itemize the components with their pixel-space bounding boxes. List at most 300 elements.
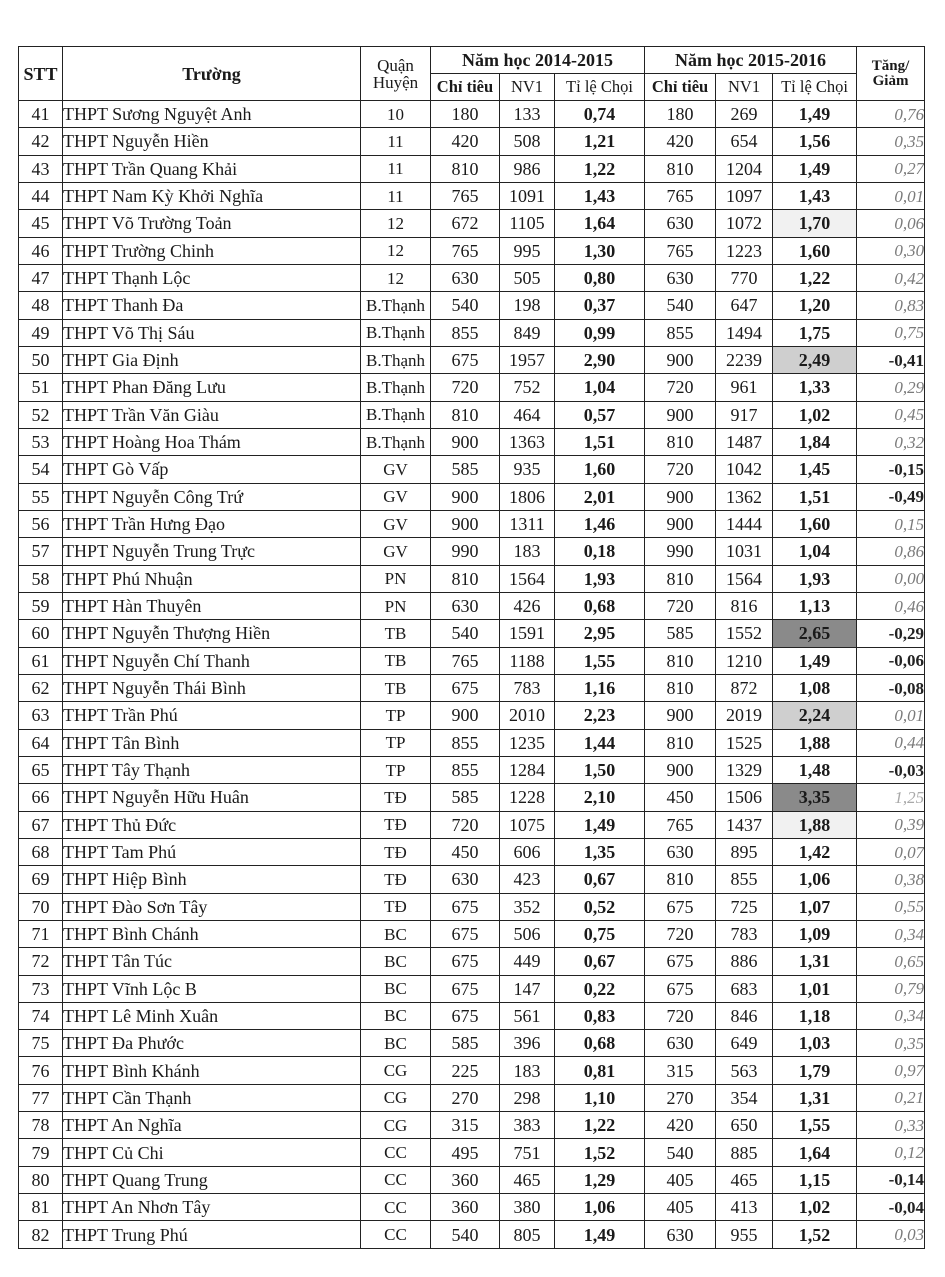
change-cell: 0,07 <box>857 838 925 865</box>
quota-2014-cell: 810 <box>431 565 500 592</box>
stt-cell: 51 <box>19 374 63 401</box>
school-name-cell: THPT Tây Thạnh <box>63 756 361 783</box>
quota-2015-cell: 810 <box>645 565 716 592</box>
district-cell: B.Thạnh <box>361 346 431 373</box>
school-name-cell: THPT An Nghĩa <box>63 1112 361 1139</box>
nv1-2014-cell: 352 <box>500 893 555 920</box>
nv1-2015-cell: 1564 <box>716 565 773 592</box>
stt-cell: 72 <box>19 948 63 975</box>
nv1-2014-cell: 449 <box>500 948 555 975</box>
ratio-2014-cell: 1,50 <box>555 756 645 783</box>
ratio-2015-cell: 1,45 <box>773 456 857 483</box>
district-cell: PN <box>361 592 431 619</box>
school-name-cell: THPT Cần Thạnh <box>63 1084 361 1111</box>
nv1-2014-cell: 183 <box>500 538 555 565</box>
table-row <box>19 1002 925 1029</box>
quota-2014-cell: 855 <box>431 756 500 783</box>
ratio-2014-cell: 1,06 <box>555 1194 645 1221</box>
district-cell: 11 <box>361 182 431 209</box>
stt-cell: 42 <box>19 128 63 155</box>
quota-2015-cell: 810 <box>645 155 716 182</box>
quota-2014-cell: 630 <box>431 592 500 619</box>
ratio-2015-cell: 1,06 <box>773 866 857 893</box>
school-name-cell: THPT Võ Thị Sáu <box>63 319 361 346</box>
quota-2015-cell: 420 <box>645 1112 716 1139</box>
nv1-2014-cell: 464 <box>500 401 555 428</box>
nv1-2014-cell: 396 <box>500 1030 555 1057</box>
nv1-2015-cell: 1362 <box>716 483 773 510</box>
ratio-2014-cell: 0,68 <box>555 592 645 619</box>
nv1-2014-cell: 298 <box>500 1084 555 1111</box>
district-cell: 12 <box>361 264 431 291</box>
nv1-2015-cell: 1444 <box>716 510 773 537</box>
change-cell: 0,35 <box>857 128 925 155</box>
table-row <box>19 838 925 865</box>
ratio-2015-cell: 1,55 <box>773 1112 857 1139</box>
nv1-2015-cell: 1525 <box>716 729 773 756</box>
nv1-2014-cell: 465 <box>500 1166 555 1193</box>
school-name-cell: THPT Bình Khánh <box>63 1057 361 1084</box>
quota-2015-cell: 450 <box>645 784 716 811</box>
ratio-2014-cell: 0,52 <box>555 893 645 920</box>
quota-2014-cell: 540 <box>431 1221 500 1248</box>
stt-cell: 71 <box>19 920 63 947</box>
ratio-2014-cell: 1,04 <box>555 374 645 401</box>
quota-2015-cell: 765 <box>645 182 716 209</box>
school-name-cell: THPT Gia Định <box>63 346 361 373</box>
quota-2014-cell: 720 <box>431 811 500 838</box>
stt-cell: 44 <box>19 182 63 209</box>
stt-cell: 48 <box>19 292 63 319</box>
district-cell: BC <box>361 1002 431 1029</box>
quota-2014-cell: 360 <box>431 1166 500 1193</box>
table-row <box>19 1139 925 1166</box>
quota-2015-cell: 585 <box>645 620 716 647</box>
district-cell: GV <box>361 538 431 565</box>
ratio-2015-cell: 1,49 <box>773 155 857 182</box>
nv1-2014-cell: 133 <box>500 101 555 128</box>
nv1-2014-cell: 995 <box>500 237 555 264</box>
school-name-cell: THPT Nguyễn Trung Trực <box>63 538 361 565</box>
district-cell: B.Thạnh <box>361 374 431 401</box>
school-name-cell: THPT Gò Vấp <box>63 456 361 483</box>
school-name-cell: THPT Đào Sơn Tây <box>63 893 361 920</box>
ratio-2015-cell: 3,35 <box>773 784 857 811</box>
quota-2014-cell: 900 <box>431 702 500 729</box>
nv1-2014-cell: 508 <box>500 128 555 155</box>
nv1-2015-cell: 647 <box>716 292 773 319</box>
district-cell: TĐ <box>361 893 431 920</box>
stt-cell: 77 <box>19 1084 63 1111</box>
school-name-cell: THPT Bình Chánh <box>63 920 361 947</box>
school-name-cell: THPT Củ Chi <box>63 1139 361 1166</box>
ratio-2015-cell: 1,20 <box>773 292 857 319</box>
table-row <box>19 1057 925 1084</box>
nv1-2014-cell: 1235 <box>500 729 555 756</box>
change-header <box>857 47 925 101</box>
quota-2014-cell: 225 <box>431 1057 500 1084</box>
district-cell: 10 <box>361 101 431 128</box>
quota-2015-cell: 810 <box>645 428 716 455</box>
school-name-cell: THPT Hiệp Bình <box>63 866 361 893</box>
quota-2015-cell: 405 <box>645 1166 716 1193</box>
nv1-2014-cell: 1363 <box>500 428 555 455</box>
nv1-2015-cell: 917 <box>716 401 773 428</box>
school-name-cell: THPT Võ Trường Toản <box>63 210 361 237</box>
table-row <box>19 920 925 947</box>
stt-cell: 73 <box>19 975 63 1002</box>
stt-cell: 75 <box>19 1030 63 1057</box>
stt-cell: 82 <box>19 1221 63 1248</box>
district-cell: TP <box>361 729 431 756</box>
quota-2014-cell: 765 <box>431 647 500 674</box>
school-name-cell: THPT Tam Phú <box>63 838 361 865</box>
nv1-2015-cell: 1437 <box>716 811 773 838</box>
quota-2014-cell: 420 <box>431 128 500 155</box>
stt-cell: 60 <box>19 620 63 647</box>
nv1-2014-cell: 1806 <box>500 483 555 510</box>
change-cell: -0,04 <box>857 1194 925 1221</box>
nv1-2015-cell: 1223 <box>716 237 773 264</box>
nv1-2015-cell: 1329 <box>716 756 773 783</box>
school-name-cell: THPT Nguyễn Thái Bình <box>63 674 361 701</box>
table-row <box>19 1194 925 1221</box>
quota-2015-cell: 810 <box>645 647 716 674</box>
quota-2015-cell: 810 <box>645 866 716 893</box>
nv1-2014-cell: 183 <box>500 1057 555 1084</box>
nv1-2015-cell: 1072 <box>716 210 773 237</box>
nv1-2015-cell: 1204 <box>716 155 773 182</box>
change-cell: -0,08 <box>857 674 925 701</box>
change-cell: 0,15 <box>857 510 925 537</box>
district-cell: B.Thạnh <box>361 319 431 346</box>
stt-cell: 58 <box>19 565 63 592</box>
school-name-cell: THPT Nguyễn Chí Thanh <box>63 647 361 674</box>
ratio-2015-cell: 1,13 <box>773 592 857 619</box>
nv1-2015-cell: 846 <box>716 1002 773 1029</box>
district-cell: TĐ <box>361 838 431 865</box>
quota-2015-cell: 630 <box>645 1221 716 1248</box>
nv1-2014-cell: 1591 <box>500 620 555 647</box>
ratio-2014-cell: 2,10 <box>555 784 645 811</box>
ratio-2015-cell: 1,42 <box>773 838 857 865</box>
nv1-2015-cell: 1552 <box>716 620 773 647</box>
school-name-cell: THPT Tân Bình <box>63 729 361 756</box>
stt-cell: 69 <box>19 866 63 893</box>
quota-2014-cell: 810 <box>431 401 500 428</box>
stt-cell: 46 <box>19 237 63 264</box>
table-row <box>19 565 925 592</box>
ratio-2015-cell: 1,88 <box>773 811 857 838</box>
quota-2015-cell: 540 <box>645 292 716 319</box>
ratio-2014-cell: 1,49 <box>555 811 645 838</box>
ratio-2014-cell: 1,22 <box>555 155 645 182</box>
quota-2014-cell: 765 <box>431 182 500 209</box>
ratio-2015-cell: 1,15 <box>773 1166 857 1193</box>
quota-2014-cell: 675 <box>431 674 500 701</box>
year-2014-2015-header: Năm học 2014-2015 <box>431 47 645 74</box>
year-2015-2016-header: Năm học 2015-2016 <box>645 47 857 74</box>
quota-2014-cell: 495 <box>431 1139 500 1166</box>
quota-2015-cell: 810 <box>645 729 716 756</box>
quota-2015-cell: 630 <box>645 264 716 291</box>
quota-2015-cell: 405 <box>645 1194 716 1221</box>
quota-2015-cell: 675 <box>645 975 716 1002</box>
change-cell: 0,83 <box>857 292 925 319</box>
quota-2014-cell: 180 <box>431 101 500 128</box>
school-name-cell: THPT Nam Kỳ Khởi Nghĩa <box>63 182 361 209</box>
nv1-2015-cell: 654 <box>716 128 773 155</box>
nv1-2015-cell: 1031 <box>716 538 773 565</box>
ratio-2014-cell: 0,67 <box>555 866 645 893</box>
quota-2014-header: Chỉ tiêu <box>431 74 500 101</box>
ratio-2014-cell: 0,68 <box>555 1030 645 1057</box>
quota-2014-cell: 540 <box>431 620 500 647</box>
ratio-2015-cell: 1,08 <box>773 674 857 701</box>
stt-cell: 65 <box>19 756 63 783</box>
quota-2014-cell: 360 <box>431 1194 500 1221</box>
ratio-2015-cell: 1,93 <box>773 565 857 592</box>
ratio-2015-cell: 2,24 <box>773 702 857 729</box>
school-name-cell: THPT Phú Nhuận <box>63 565 361 592</box>
change-cell: 0,65 <box>857 948 925 975</box>
nv1-2015-cell: 354 <box>716 1084 773 1111</box>
nv1-2015-cell: 886 <box>716 948 773 975</box>
table-row <box>19 975 925 1002</box>
table-row <box>19 756 925 783</box>
ratio-2014-cell: 0,81 <box>555 1057 645 1084</box>
district-cell: PN <box>361 565 431 592</box>
nv1-2015-cell: 1487 <box>716 428 773 455</box>
table-row <box>19 374 925 401</box>
quota-2014-cell: 675 <box>431 975 500 1002</box>
school-name-cell: THPT Tân Túc <box>63 948 361 975</box>
nv1-2015-cell: 465 <box>716 1166 773 1193</box>
nv1-2015-cell: 2239 <box>716 346 773 373</box>
table-row <box>19 346 925 373</box>
stt-cell: 45 <box>19 210 63 237</box>
ratio-2015-cell: 1,03 <box>773 1030 857 1057</box>
ratio-2015-cell: 1,70 <box>773 210 857 237</box>
nv1-2014-cell: 423 <box>500 866 555 893</box>
ratio-2014-cell: 2,01 <box>555 483 645 510</box>
nv1-2014-cell: 752 <box>500 374 555 401</box>
district-cell: TP <box>361 702 431 729</box>
ratio-2015-cell: 1,75 <box>773 319 857 346</box>
change-cell: 0,03 <box>857 1221 925 1248</box>
quota-2015-cell: 315 <box>645 1057 716 1084</box>
school-name-cell: THPT Hàn Thuyên <box>63 592 361 619</box>
change-cell: 0,76 <box>857 101 925 128</box>
quota-2014-cell: 675 <box>431 920 500 947</box>
ratio-2014-cell: 1,46 <box>555 510 645 537</box>
district-cell: TB <box>361 674 431 701</box>
district-cell: BC <box>361 1030 431 1057</box>
stt-cell: 47 <box>19 264 63 291</box>
change-cell: 0,06 <box>857 210 925 237</box>
quota-2014-cell: 675 <box>431 1002 500 1029</box>
ratio-2015-cell: 1,49 <box>773 101 857 128</box>
quota-2014-cell: 450 <box>431 838 500 865</box>
nv1-2014-cell: 849 <box>500 319 555 346</box>
nv1-2015-cell: 649 <box>716 1030 773 1057</box>
ratio-2014-cell: 0,57 <box>555 401 645 428</box>
ratio-2014-cell: 1,10 <box>555 1084 645 1111</box>
stt-cell: 59 <box>19 592 63 619</box>
nv1-2014-cell: 1091 <box>500 182 555 209</box>
school-header: Trường <box>63 47 361 101</box>
ratio-2014-cell: 1,55 <box>555 647 645 674</box>
quota-2014-cell: 675 <box>431 893 500 920</box>
nv1-2015-cell: 725 <box>716 893 773 920</box>
quota-2014-cell: 900 <box>431 510 500 537</box>
school-name-cell: THPT Thủ Đức <box>63 811 361 838</box>
stt-cell: 74 <box>19 1002 63 1029</box>
nv1-2015-cell: 1042 <box>716 456 773 483</box>
district-cell: CG <box>361 1112 431 1139</box>
change-cell: 0,00 <box>857 565 925 592</box>
district-cell: 11 <box>361 155 431 182</box>
ratio-2015-cell: 1,07 <box>773 893 857 920</box>
change-cell: 0,79 <box>857 975 925 1002</box>
district-cell: BC <box>361 920 431 947</box>
quota-2014-cell: 675 <box>431 948 500 975</box>
nv1-2014-cell: 1105 <box>500 210 555 237</box>
stt-cell: 70 <box>19 893 63 920</box>
ratio-2015-cell: 1,60 <box>773 237 857 264</box>
quota-2015-cell: 720 <box>645 592 716 619</box>
ratio-2014-cell: 0,37 <box>555 292 645 319</box>
ratio-2014-cell: 2,90 <box>555 346 645 373</box>
table-row <box>19 1030 925 1057</box>
ratio-2015-header: Tỉ lệ Chọi <box>773 74 857 101</box>
quota-2015-cell: 630 <box>645 1030 716 1057</box>
ratio-2014-cell: 1,51 <box>555 428 645 455</box>
quota-2015-cell: 720 <box>645 456 716 483</box>
stt-cell: 43 <box>19 155 63 182</box>
quota-2015-cell: 900 <box>645 483 716 510</box>
table-row <box>19 155 925 182</box>
quota-2014-cell: 675 <box>431 346 500 373</box>
change-cell: 0,34 <box>857 920 925 947</box>
quota-2015-header: Chỉ tiêu <box>645 74 716 101</box>
nv1-2015-cell: 1506 <box>716 784 773 811</box>
school-name-cell: THPT Thạnh Lộc <box>63 264 361 291</box>
change-cell: -0,15 <box>857 456 925 483</box>
school-name-cell: THPT Sương Nguyệt Anh <box>63 101 361 128</box>
stt-cell: 56 <box>19 510 63 537</box>
nv1-2015-cell: 650 <box>716 1112 773 1139</box>
change-cell: 0,30 <box>857 237 925 264</box>
ratio-2015-cell: 1,88 <box>773 729 857 756</box>
quota-2014-cell: 585 <box>431 456 500 483</box>
nv1-2014-cell: 147 <box>500 975 555 1002</box>
nv1-2014-cell: 935 <box>500 456 555 483</box>
school-name-cell: THPT Thanh Đa <box>63 292 361 319</box>
table-row <box>19 893 925 920</box>
ratio-2015-cell: 1,02 <box>773 1194 857 1221</box>
change-cell: 0,34 <box>857 1002 925 1029</box>
district-header-line2: Huyện <box>372 72 419 92</box>
ratio-2014-cell: 0,22 <box>555 975 645 1002</box>
change-cell: -0,41 <box>857 346 925 373</box>
change-header-line2: Giảm <box>872 72 909 89</box>
school-name-cell: THPT Trung Phú <box>63 1221 361 1248</box>
nv1-2014-cell: 1957 <box>500 346 555 373</box>
quota-2015-cell: 900 <box>645 756 716 783</box>
quota-2015-cell: 540 <box>645 1139 716 1166</box>
quota-2015-cell: 180 <box>645 101 716 128</box>
ratio-2014-cell: 1,44 <box>555 729 645 756</box>
ratio-2015-cell: 1,64 <box>773 1139 857 1166</box>
school-name-cell: THPT Nguyễn Thượng Hiền <box>63 620 361 647</box>
district-cell: BC <box>361 948 431 975</box>
change-cell: 0,42 <box>857 264 925 291</box>
nv1-2014-cell: 383 <box>500 1112 555 1139</box>
district-cell: 11 <box>361 128 431 155</box>
nv1-2015-cell: 1097 <box>716 182 773 209</box>
table-row <box>19 1166 925 1193</box>
quota-2015-cell: 900 <box>645 702 716 729</box>
quota-2014-cell: 540 <box>431 292 500 319</box>
table-row <box>19 647 925 674</box>
change-cell: 1,25 <box>857 784 925 811</box>
ratio-2014-cell: 1,43 <box>555 182 645 209</box>
ratio-2015-cell: 1,60 <box>773 510 857 537</box>
change-cell: -0,06 <box>857 647 925 674</box>
ratio-2015-cell: 1,49 <box>773 647 857 674</box>
district-cell: CG <box>361 1084 431 1111</box>
table-row <box>19 702 925 729</box>
table-row <box>19 784 925 811</box>
table-row <box>19 674 925 701</box>
district-header-line1: Quận <box>377 55 414 75</box>
quota-2015-cell: 720 <box>645 1002 716 1029</box>
nv1-2014-cell: 606 <box>500 838 555 865</box>
stt-cell: 57 <box>19 538 63 565</box>
stt-cell: 62 <box>19 674 63 701</box>
quota-2014-cell: 900 <box>431 483 500 510</box>
quota-2014-cell: 900 <box>431 428 500 455</box>
school-name-cell: THPT Trường Chinh <box>63 237 361 264</box>
nv1-2015-cell: 683 <box>716 975 773 1002</box>
nv1-2014-cell: 505 <box>500 264 555 291</box>
change-cell: -0,14 <box>857 1166 925 1193</box>
table-header <box>19 47 925 101</box>
school-name-cell: THPT Trần Văn Giàu <box>63 401 361 428</box>
table-row <box>19 237 925 264</box>
ratio-2014-cell: 1,52 <box>555 1139 645 1166</box>
nv1-2014-cell: 561 <box>500 1002 555 1029</box>
table-row <box>19 292 925 319</box>
stt-cell: 52 <box>19 401 63 428</box>
quota-2015-cell: 900 <box>645 346 716 373</box>
ratio-2014-cell: 1,16 <box>555 674 645 701</box>
nv1-2014-cell: 1188 <box>500 647 555 674</box>
table-row <box>19 182 925 209</box>
stt-cell: 67 <box>19 811 63 838</box>
stt-cell: 76 <box>19 1057 63 1084</box>
school-name-cell: THPT Vĩnh Lộc B <box>63 975 361 1002</box>
district-cell: B.Thạnh <box>361 428 431 455</box>
district-cell: TĐ <box>361 811 431 838</box>
change-cell: 0,21 <box>857 1084 925 1111</box>
nv1-2014-cell: 1284 <box>500 756 555 783</box>
school-name-cell: THPT Đa Phước <box>63 1030 361 1057</box>
district-cell: TB <box>361 647 431 674</box>
quota-2015-cell: 900 <box>645 510 716 537</box>
nv1-2014-cell: 1228 <box>500 784 555 811</box>
